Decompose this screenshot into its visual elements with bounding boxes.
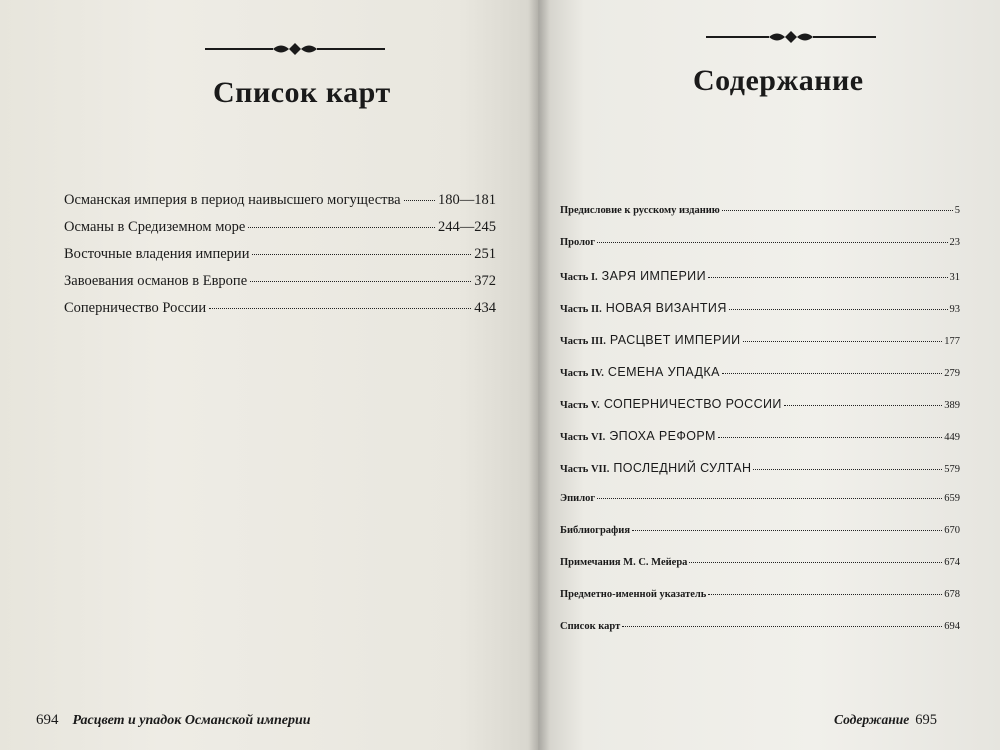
toc-item: Часть III. РАСЦВЕТ ИМПЕРИИ 177 — [560, 333, 960, 347]
map-list-item: Османы в Средиземном море 244—245 — [64, 219, 496, 235]
right-page-number: 695 — [915, 712, 937, 728]
page-title-maps: Список карт — [213, 76, 391, 109]
toc-item: Часть I. ЗАРЯ ИМПЕРИИ 31 — [560, 269, 960, 283]
toc-item: Эпилог 659 — [560, 493, 960, 504]
left-running-title: Расцвет и упадок Османской империи — [72, 713, 311, 728]
toc-item: Предметно-именной указатель 678 — [560, 589, 960, 600]
toc-item: Библиография 670 — [560, 525, 960, 536]
map-list-item: Соперничество России 434 — [64, 300, 496, 316]
toc-item: Часть IV. СЕМЕНА УПАДКА 279 — [560, 365, 960, 379]
book-spine-shadow — [528, 0, 550, 750]
page-title-contents: Содержание — [693, 64, 864, 97]
toc-item: Часть VI. ЭПОХА РЕФОРМ 449 — [560, 429, 960, 443]
right-ornament-icon — [706, 28, 876, 46]
toc-item: Список карт 694 — [560, 621, 960, 632]
toc-item: Пролог 23 — [560, 237, 960, 248]
left-footer — [36, 712, 311, 729]
map-list-item: Завоевания османов в Европе 372 — [64, 273, 496, 289]
toc-item: Часть VII. ПОСЛЕДНИЙ СУЛТАН 579 — [560, 461, 960, 475]
toc-item: Предисловие к русскому изданию 5 — [560, 205, 960, 216]
map-list — [64, 192, 496, 327]
left-ornament-icon — [205, 40, 385, 58]
right-footer — [834, 712, 937, 729]
map-list-item: Османская империя в период наивысшего могущества 180—181 — [64, 192, 496, 208]
right-running-title: Содержание — [834, 712, 910, 727]
map-list-item: Восточные владения империи 251 — [64, 246, 496, 262]
left-page-number: 694 — [36, 712, 59, 728]
toc-item: Примечания М. С. Мейера 674 — [560, 557, 960, 568]
toc-item: Часть II. НОВАЯ ВИЗАНТИЯ 93 — [560, 301, 960, 315]
table-of-contents — [560, 205, 960, 653]
toc-item: Часть V. СОПЕРНИЧЕСТВО РОССИИ 389 — [560, 397, 960, 411]
